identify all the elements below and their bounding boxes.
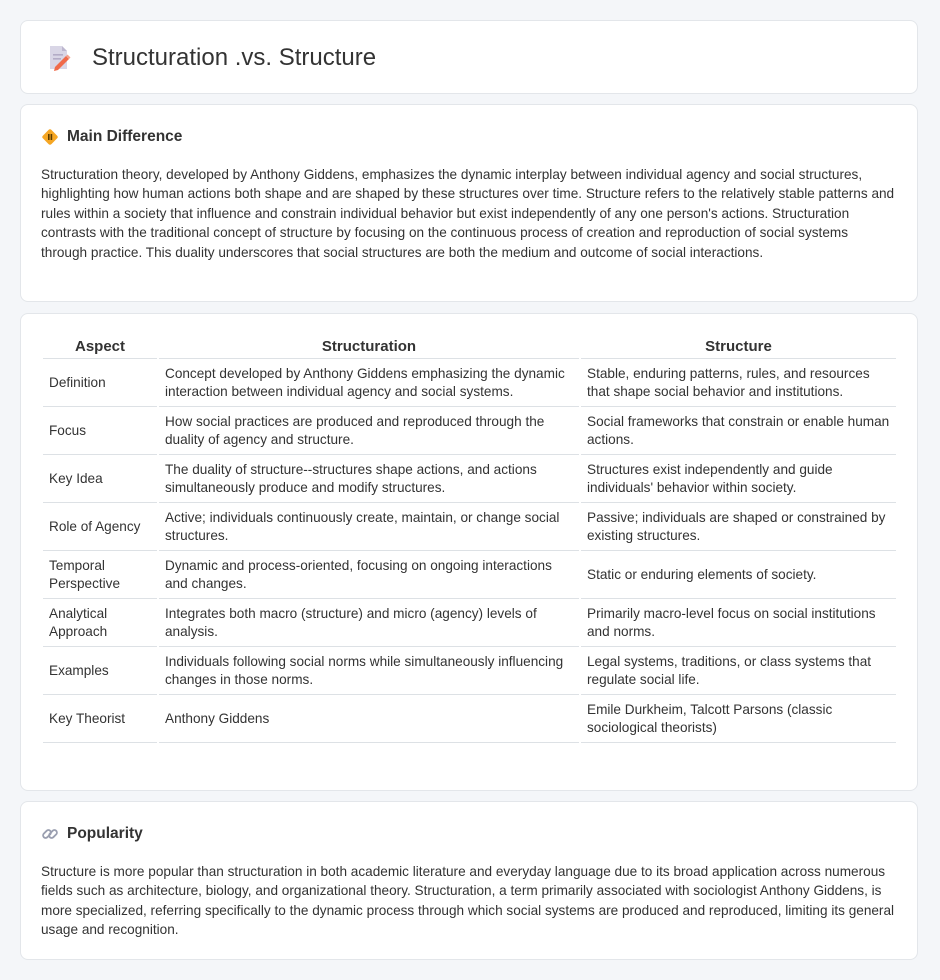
- cell-aspect: Role of Agency: [43, 503, 157, 551]
- table-row: [43, 647, 896, 695]
- cell-structure: Primarily macro-level focus on social institutions and norms.: [581, 599, 896, 647]
- cell-structure: Emile Durkheim, Talcott Parsons (classic sociological theorists): [581, 695, 896, 743]
- cell-structuration: Active; individuals continuously create, maintain, or change social structures.: [159, 503, 579, 551]
- main-difference-title: Main Difference: [67, 128, 183, 145]
- title-card: [20, 20, 918, 94]
- cell-aspect: Analytical Approach: [43, 599, 157, 647]
- cell-structuration: Concept developed by Anthony Giddens emphasizing the dynamic interaction between individual agency and social systems.: [159, 359, 579, 407]
- document-pencil-icon: [47, 45, 71, 71]
- popularity-text: Structure is more popular than structuration in both academic literature and everyday language due to its broad application across numerous fields such as architecture, biology, and organizational theory. Structuration, a term primarily associated with sociologist Anthony Giddens, is more specialized, referring specifically to the dynamic process through which social systems are produced and reproduced, limiting its general usage and recognition.: [41, 864, 895, 938]
- cell-aspect: Key Theorist: [43, 695, 157, 743]
- cell-structure: Structures exist independently and guide individuals' behavior within society.: [581, 455, 896, 503]
- diamond-signal-icon: [41, 128, 59, 146]
- header-structuration: Structuration: [159, 334, 579, 359]
- cell-aspect: Definition: [43, 359, 157, 407]
- cell-structuration: Individuals following social norms while simultaneously influencing changes in those norms.: [159, 647, 579, 695]
- main-difference-text: Structuration theory, developed by Anthony Giddens, emphasizes the dynamic interplay between individual agency and social structures, highlighting how human actions both shape and are shaped by these structures over time. Structure refers to the relatively stable patterns and rules within a society that influence and constrain individual behavior but exist independently of any one person's actions. Structuration contrasts with the traditional concept of structure by focusing on the continuous process of creation and reproduction of social systems through practice. This duality underscores that social structures are both the medium and outcome of social interactions.: [41, 167, 895, 260]
- cell-structure: Stable, enduring patterns, rules, and resources that shape social behavior and institutions.: [581, 359, 896, 407]
- cell-structuration: How social practices are produced and reproduced through the duality of agency and structure.: [159, 407, 579, 455]
- cell-structuration: Integrates both macro (structure) and micro (agency) levels of analysis.: [159, 599, 579, 647]
- table-row: [43, 551, 896, 599]
- page-title: Structuration .vs. Structure: [92, 44, 377, 71]
- table-row: [43, 407, 896, 455]
- table-header-row: [43, 334, 896, 359]
- cell-aspect: Examples: [43, 647, 157, 695]
- main-difference-heading: [41, 127, 182, 147]
- cell-structuration: Dynamic and process-oriented, focusing on ongoing interactions and changes.: [159, 551, 579, 599]
- link-icon: [41, 825, 59, 843]
- cell-structure: Social frameworks that constrain or enable human actions.: [581, 407, 896, 455]
- cell-aspect: Focus: [43, 407, 157, 455]
- comparison-table-card: [20, 313, 918, 791]
- cell-structuration: Anthony Giddens: [159, 695, 579, 743]
- table-row: [43, 599, 896, 647]
- popularity-title: Popularity: [67, 825, 143, 842]
- table-row: [43, 503, 896, 551]
- table-row: [43, 359, 896, 407]
- cell-structure: Static or enduring elements of society.: [581, 551, 896, 599]
- cell-structure: Legal systems, traditions, or class systems that regulate social life.: [581, 647, 896, 695]
- comparison-table: [41, 334, 898, 743]
- cell-aspect: Temporal Perspective: [43, 551, 157, 599]
- cell-aspect: Key Idea: [43, 455, 157, 503]
- main-difference-section: [20, 104, 918, 302]
- cell-structuration: The duality of structure--structures shape actions, and actions simultaneously produce and modify structures.: [159, 455, 579, 503]
- popularity-section: [20, 801, 918, 960]
- table-row: [43, 455, 896, 503]
- table-row: [43, 695, 896, 743]
- popularity-heading: [41, 824, 143, 844]
- header-structure: Structure: [581, 334, 896, 359]
- cell-structure: Passive; individuals are shaped or constrained by existing structures.: [581, 503, 896, 551]
- header-aspect: Aspect: [43, 334, 157, 359]
